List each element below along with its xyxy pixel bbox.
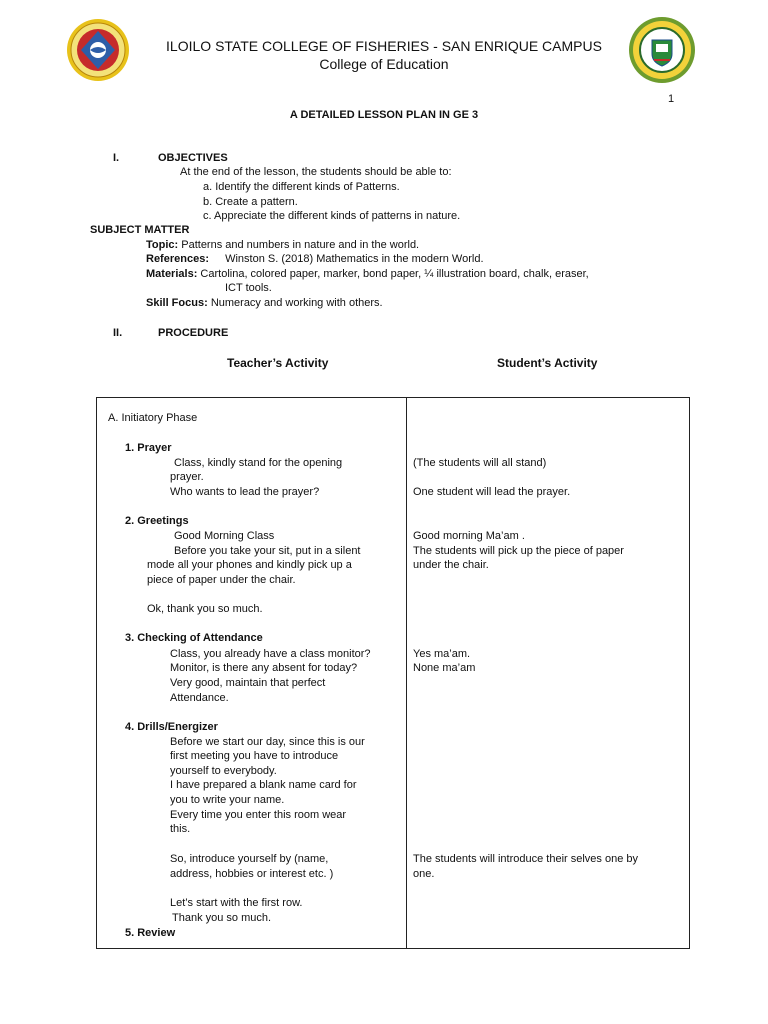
skill-focus-line	[146, 296, 383, 310]
student-line: The students will introduce their selves one by	[413, 853, 639, 865]
objective-item: b. Create a pattern.	[203, 196, 298, 208]
materials-label: Materials:	[146, 268, 198, 280]
student-line: (The students will all stand)	[413, 457, 547, 469]
references-line	[146, 252, 484, 266]
teacher-line: So, introduce yourself by (name,	[170, 853, 329, 865]
topic-value: Patterns and numbers in nature and in the world.	[181, 239, 420, 251]
subject-matter-heading: SUBJECT MATTER	[90, 224, 190, 236]
skill-focus-label: Skill Focus:	[146, 297, 208, 309]
teacher-line: Who wants to lead the prayer?	[170, 486, 320, 498]
greetings-heading: 2. Greetings	[125, 515, 189, 527]
teacher-line: you to write your name.	[170, 794, 285, 806]
materials-continued: ICT tools.	[225, 282, 272, 294]
document-title: A DETAILED LESSON PLAN IN GE 3	[289, 109, 479, 121]
objectives-number: I.	[113, 152, 120, 164]
topic-line	[146, 238, 419, 252]
teacher-line: Let’s start with the first row.	[170, 897, 303, 909]
initiatory-phase-heading: A. Initiatory Phase	[108, 412, 198, 424]
objective-item: c. Appreciate the different kinds of patterns in nature.	[203, 210, 461, 222]
drills-heading: 4. Drills/Energizer	[125, 721, 218, 733]
teacher-line: Class, you already have a class monitor?	[170, 648, 371, 660]
teacher-line: Ok, thank you so much.	[147, 603, 263, 615]
teacher-line: Monitor, is there any absent for today?	[170, 662, 358, 674]
student-line: one.	[413, 868, 435, 880]
teacher-line: mode all your phones and kindly pick up a	[147, 559, 352, 571]
student-line: None ma’am	[413, 662, 476, 674]
materials-value: Cartolina, colored paper, marker, bond paper, ¼ illustration board, chalk, eraser,	[200, 268, 589, 280]
page-number: 1	[668, 93, 675, 105]
materials-line	[146, 267, 589, 281]
teacher-line: prayer.	[170, 471, 204, 483]
teacher-line: address, hobbies or interest etc. )	[170, 868, 334, 880]
student-line: One student will lead the prayer.	[413, 486, 571, 498]
student-line: The students will pick up the piece of paper	[413, 545, 624, 557]
school-name: ILOILO STATE COLLEGE OF FISHERIES - SAN ENRIQUE CAMPUS	[166, 38, 602, 54]
teacher-line: Attendance.	[170, 692, 229, 704]
teacher-line: Every time you enter this room wear	[170, 809, 347, 821]
attendance-heading: 3. Checking of Attendance	[125, 632, 263, 644]
procedure-heading: PROCEDURE	[158, 327, 229, 339]
teacher-line: piece of paper under the chair.	[147, 574, 296, 586]
teacher-line: this.	[170, 823, 191, 835]
student-line: Good morning Ma’am .	[413, 530, 525, 542]
teacher-line: I have prepared a blank name card for	[170, 779, 357, 791]
teacher-line: Good Morning Class	[174, 530, 275, 542]
objective-item: a. Identify the different kinds of Patterns.	[203, 181, 400, 193]
student-activity-header: Student’s Activity	[497, 356, 598, 370]
objectives-heading: OBJECTIVES	[158, 152, 228, 164]
teacher-line: Before you take your sit, put in a silent	[174, 545, 361, 557]
student-line: under the chair.	[413, 559, 489, 571]
teacher-activity-header: Teacher’s Activity	[227, 356, 329, 370]
teacher-line: yourself to everybody.	[170, 765, 277, 777]
teacher-line: Very good, maintain that perfect	[170, 677, 326, 689]
college-name: College of Education	[319, 56, 449, 72]
skill-focus-value: Numeracy and working with others.	[210, 297, 383, 309]
references-label: References:	[146, 253, 209, 265]
prayer-heading: 1. Prayer	[125, 442, 172, 454]
references-value: Winston S. (2018) Mathematics in the modern World.	[225, 253, 484, 265]
procedure-number: II.	[113, 327, 123, 339]
topic-label: Topic:	[146, 239, 179, 251]
teacher-line: first meeting you have to introduce	[170, 750, 339, 762]
teacher-line: Class, kindly stand for the opening	[174, 457, 343, 469]
teacher-line: Thank you so much.	[172, 912, 272, 924]
teacher-line: Before we start our day, since this is our	[170, 736, 365, 748]
student-line: Yes ma’am.	[413, 648, 471, 660]
table-column-divider	[406, 397, 407, 949]
review-heading: 5. Review	[125, 927, 176, 939]
objectives-intro: At the end of the lesson, the students should be able to:	[180, 166, 452, 178]
